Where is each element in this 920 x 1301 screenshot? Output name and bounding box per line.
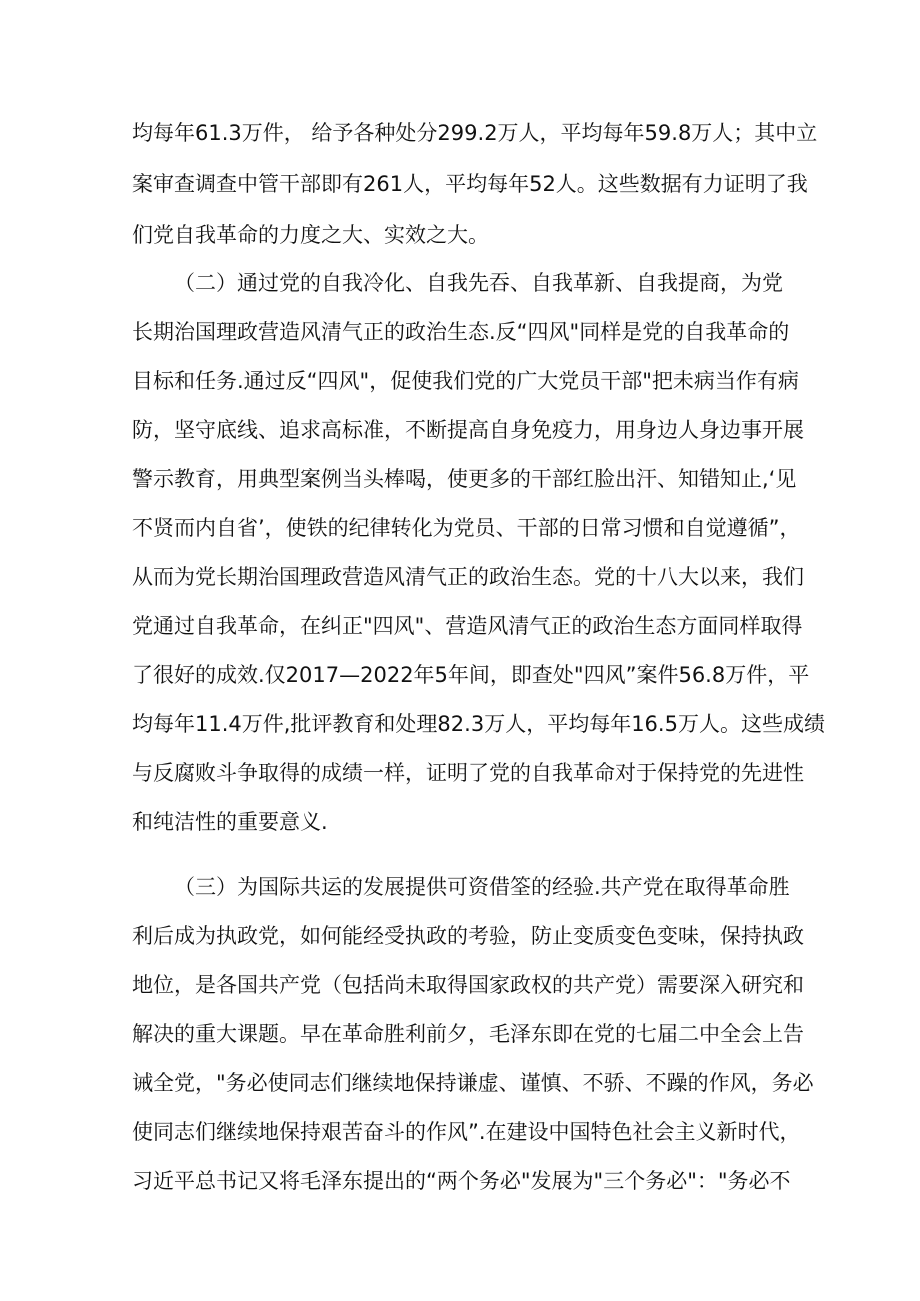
paragraph-2-line-4: 防，坚守底线、追求高标准，不断提高自身免疫力，用身边人身边事开展: [132, 418, 804, 442]
paragraph-2-line-1: （二）通过党的自我冷化、自我先吞、自我革新、自我提商，为党: [174, 271, 783, 295]
paragraph-2-line-6: 不贤而内自省’，使铁的纪律转化为党员、干部的日常习惯和自觉遵循”，: [132, 516, 801, 540]
paragraph-1-line-2: 案审查调查中管干部即有261人，平均每年52人。这些数据有力证明了我: [132, 172, 808, 196]
paragraph-2-line-9: 了很好的成效.仅2017—2022年5年间，即查处"四风”案件56.8万件，平: [132, 663, 810, 687]
paragraph-3-line-6: 使同志们继续地保持艰苦奋斗的作风”.在建设中国特色社会主义新时代，: [132, 1120, 801, 1144]
paragraph-2-line-12: 和纯洁性的重要意义.: [132, 810, 328, 834]
paragraph-3-line-3: 地位，是各国共产党（包括尚未取得国家政权的共产党）需要深入研究和: [132, 973, 804, 997]
paragraph-2-line-5: 警示教育，用典型案例当头棒喝，使更多的干部红脸出汗、知错知止,‘见: [132, 467, 797, 491]
paragraph-1-line-3: 们党自我革命的力度之大、实效之大。: [132, 223, 489, 247]
paragraph-3-line-4: 解决的重大课题。早在革命胜利前夕，毛泽东即在党的七届二中全会上告: [132, 1022, 804, 1046]
paragraph-2-line-11: 与反腐败斗争取得的成绩一样，证明了党的自我革命对于保持党的先进性: [132, 761, 804, 785]
paragraph-3-line-5: 诫全党，"务必使同志们继续地保持谦虚、谨慎、不骄、不躁的作风，务必: [132, 1071, 814, 1095]
paragraph-3-line-7: 习近平总书记又将毛泽东提出的“两个务必"发展为"三个务必"："务必不: [132, 1169, 791, 1193]
paragraph-1-line-1: 均每年61.3万件， 给予各种处分299.2万人，平均每年59.8万人；其中立: [132, 121, 818, 145]
paragraph-2-line-8: 党通过自我革命，在纠正"四风"、营造风清气正的政治生态方面同样取得: [132, 614, 803, 638]
paragraph-2-line-3: 目标和任务.通过反“四风"，促使我们党的广大党员干部"把未病当作有病: [132, 369, 799, 393]
paragraph-3-line-2: 利后成为执政党，如何能经受执政的考验，防止变质变色变味，保持执政: [132, 924, 804, 948]
paragraph-2-line-7: 从而为党长期治国理政营造风清气正的政治生态。党的十八大以来，我们: [132, 565, 804, 589]
paragraph-2-line-2: 长期治国理政营造风清气正的政治生态.反“四风"同样是党的自我革命的: [132, 320, 790, 344]
paragraph-2-line-10: 均每年11.4万件,批评教育和处理82.3万人，平均每年16.5万人。这些成绩: [132, 712, 825, 736]
paragraph-3-line-1: （三）为国际共运的发展提供可资借筌的经验.共产党在取得革命胜: [174, 875, 790, 899]
